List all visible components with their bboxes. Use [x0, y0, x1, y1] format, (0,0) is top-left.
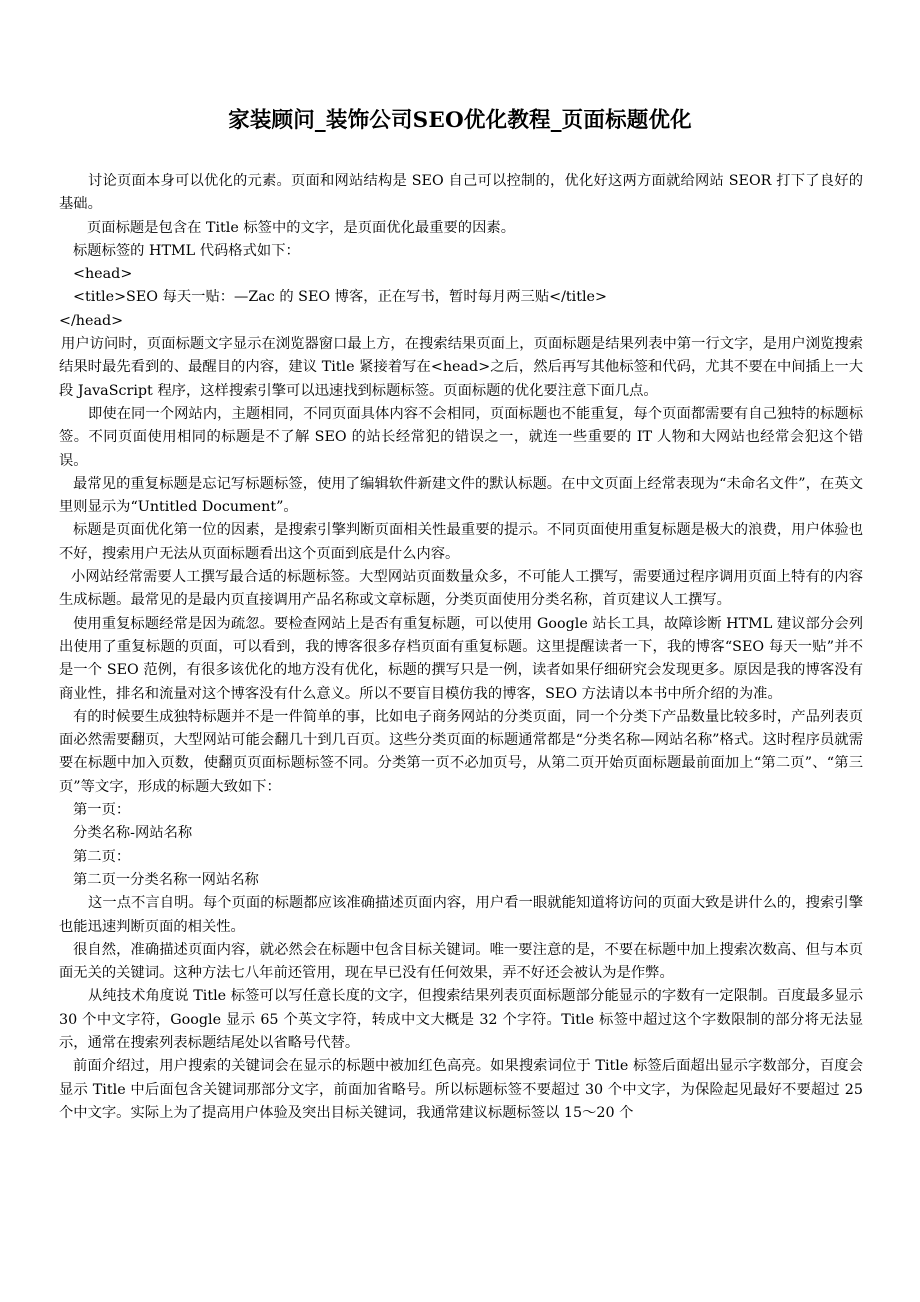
paragraph: 很自然，准确描述页面内容，就必然会在标题中包含目标关键词。唯一要注意的是，不要在标题中加上搜索次数高、但与本页面无关的关键词。这种方法七八年前还管用，现在早已没有任何效果，弄不好还会被认为是作弊。 — [59, 941, 863, 982]
paragraph: 即使在同一个网站内，主题相同，不同页面具体内容不会相同，页面标题也不能重复，每个页面都需要有自己独特的标题标签。不同页面使用相同的标题是不了解 SEO 的站长经常犯的错误之一，就连一些重要的 IT 人物和大网站也经常会犯这个错误。 — [59, 405, 863, 469]
paragraph: 从纯技术角度说 Title 标签可以写任意长度的文字，但搜索结果列表页面标题部分能显示的字数有一定限制。百度最多显示 30 个中文字符，Google 显示 65 个英文字符，转成中文大概是 32 个字符。Title 标签中超过这个字数限制的部分将无法显示，通常在搜索列表标题结尾处以省略号代替。 — [59, 988, 863, 1051]
paragraph: 讨论页面本身可以优化的元素。页面和网站结构是 SEO 自己可以控制的，优化好这两方面就给网站 SEOR 打下了良好的基础。 — [59, 173, 863, 213]
code-line: </head> — [59, 312, 124, 329]
list-label: 第一页： — [73, 802, 131, 819]
paragraph: 用户访问时，页面标题文字显示在浏览器窗口最上方，在搜索结果页面上，页面标题是结果列表中第一行文字，是用户浏览搜索结果时最先看到的、最醒目的内容，建议 Title 紧接着写在<head>之后，然后再写其他标签和代码，尤其不要在中间插上一大段 JavaScript 程序，这样搜索引擎可以迅速找到标题标签。页面标题的优化要注意下面几点。 — [59, 336, 863, 399]
code-line: <head> — [73, 266, 133, 283]
paragraph: 前面介绍过，用户搜索的关键词会在显示的标题中被加红色高亮。如果搜索词位于 Title 标签后面超出显示字数部分，百度会显示 Title 中后面包含关键词那部分文字，前面加省略号。所以标题标签不要超过 30 个中文字，为保险起见最好不要超过 25 个中文字。实际上为了提高用户体验及突出目标关键词，我通常建议标题标签以 15～20 个 — [59, 1058, 863, 1121]
paragraph: 这一点不言自明。每个页面的标题都应该准确描述页面内容，用户看一眼就能知道将访问的页面大致是讲什么的，搜索引擎也能迅速判断页面的相关性。 — [59, 895, 863, 935]
paragraph: 最常见的重复标题是忘记写标题标签，使用了编辑软件新建文件的默认标题。在中文页面上经常表现为“未命名文件”，在英文里则显示为“Untitled Document”。 — [59, 475, 863, 516]
paragraph: 标题是页面优化第一位的因素，是搜索引擎判断页面相关性最重要的提示。不同页面使用重复标题是极大的浪费，用户体验也不好，搜索用户无法从页面标题看出这个页面到底是什么内容。 — [59, 522, 863, 562]
code-line: <title>SEO 每天一贴：—Zac 的 SEO 博客，正在写书，暂时每月两三贴</title> — [73, 289, 608, 306]
paragraph: 小网站经常需要人工撰写最合适的标题标签。大型网站页面数量众多，不可能人工撰写，需要通过程序调用页面上特有的内容生成标题。最常见的是最内页直接调用产品名称或文章标题，分类页面使用分类名称，首页建议人工撰写。 — [59, 569, 863, 609]
list-item: 分类名称-网站名称 — [73, 825, 193, 842]
paragraph: 标题标签的 HTML 代码格式如下： — [73, 242, 300, 259]
paragraph: 有的时候要生成独特标题并不是一件简单的事，比如电子商务网站的分类页面，同一个分类下产品数量比较多时，产品列表页面必然需要翻页，大型网站可能会翻几十到几百页。这些分类页面的标题通常都是“分类名称—网站名称”格式。这时程序员就需要在标题中加入页数，使翻页页面标题标签不同。分类第一页不必加页号，从第二页开始页面标题最前面加上“第二页”、“第三页”等文字，形成的标题大致如下： — [59, 708, 863, 795]
list-label: 第二页： — [73, 848, 131, 865]
paragraph: 页面标题是包含在 Title 标签中的文字，是页面优化最重要的因素。 — [87, 219, 515, 236]
list-item: 第二页一分类名称一网站名称 — [73, 871, 259, 888]
document-body — [59, 170, 863, 1125]
document-title: 家装顾问_装饰公司SEO优化教程_页面标题优化 — [228, 108, 692, 133]
paragraph: 使用重复标题经常是因为疏忽。要检查网站上是否有重复标题，可以使用 Google 站长工具，故障诊断 HTML 建议部分会列出使用了重复标题的页面，可以看到，我的博客很多存档页面有重复标题。这里提醒读者一下，我的博客“SEO 每天一贴”并不是一个 SEO 范例，有很多该优化的地方没有优化，标题的撰写只是一例，读者如果仔细研究会发现更多。原因是我的博客没有商业性，排名和流量对这个博客没有什么意义。所以不要盲目模仿我的博客，SEO 方法请以本书中所介绍的为准。 — [59, 615, 863, 702]
